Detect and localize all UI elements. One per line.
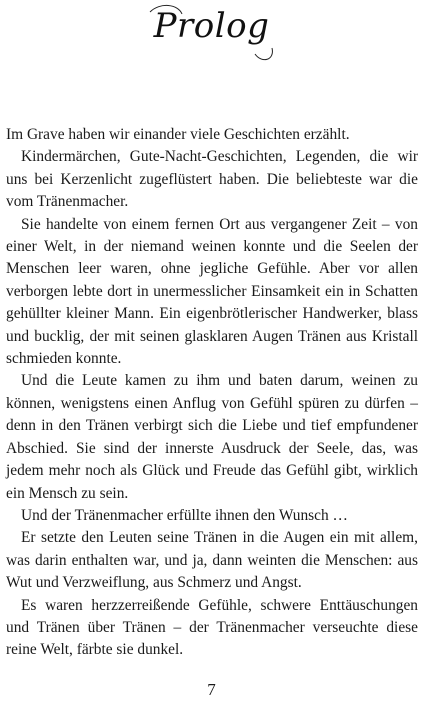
paragraph: Im Grave haben wir einander viele Geschichten erzählt. [6, 126, 350, 143]
paragraph: Kindermärchen, Gute-Nacht-Geschichten, Legenden, die wir uns bei Kerzenlicht zugeflüstert haben. Die beliebteste war die vom Tränenmacher. [6, 148, 418, 211]
paragraph: Es waren herzzerreißende Gefühle, schwere Enttäuschungen und Tränen über Tränen – der Tränenmacher verseuchte diese reine Welt, färbte sie dunkel. [6, 596, 418, 659]
paragraph: Er setzte den Leuten seine Tränen in die Augen ein mit allem, was darin enthalten war, und ja, dann weinten die Menschen: aus Wut und Verzweiflung, aus Schmerz und Angst. [6, 529, 418, 592]
chapter-body [6, 124, 418, 662]
chapter-title: Prolog [153, 6, 270, 46]
paragraph: Sie handelte von einem fernen Ort aus vergangener Zeit – von einer Welt, in der niemand weinen konnte und die Seelen der Menschen leer waren, ohne jegliche Gefühle. Aber vor allen verborgen lebte dort in unermesslicher Einsamkeit ein in Schatten gehüllter kleiner Mann. Ein eigenbrötlerischer Handwerker, blass und bucklig, der mit seinen glasklaren Augen Tränen aus Kristall schmieden konnte. [6, 215, 418, 368]
chapter-title-container [0, 6, 423, 46]
paragraph: Und die Leute kamen zu ihm und baten darum, weinen zu können, wenigstens einen Anflug von Gefühl spüren zu dürfen – denn in den Tränen verbirgt sich die Liebe und tief empfundener Abschied. Sie sind der innerste Ausdruck der Seele, das, was jedem mehr noch als Glück und Freude das Gefühl gibt, wirklich ein Mensch zu sein. [6, 372, 418, 502]
page-number: 7 [207, 680, 216, 699]
paragraph: Und der Tränenmacher erfüllte ihnen den Wunsch … [21, 506, 348, 524]
